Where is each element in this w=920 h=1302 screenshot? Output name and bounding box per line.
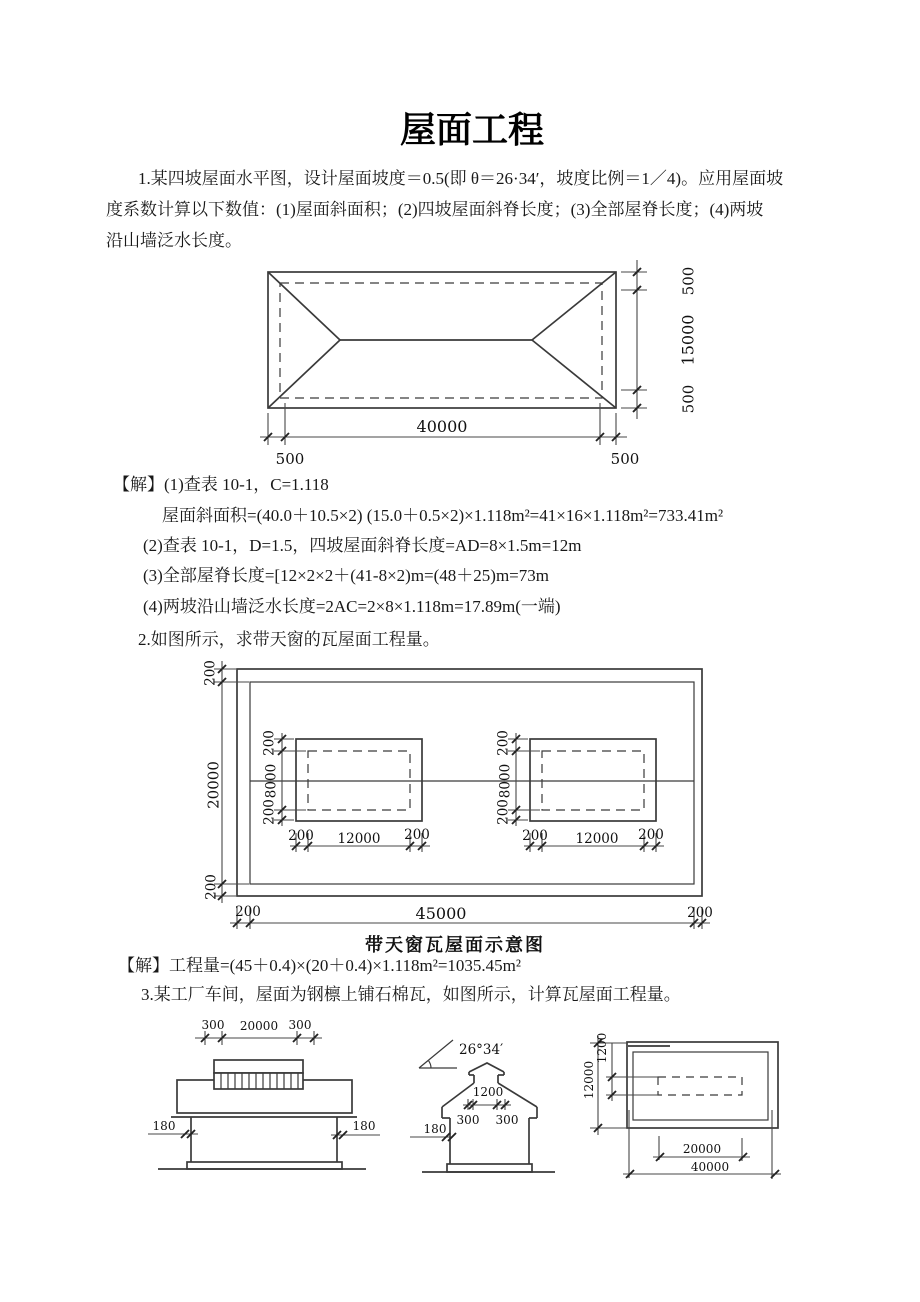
roof-outline [627,1042,778,1179]
skylight-right-dims [496,730,664,852]
dim-label-45000: 45000 [415,904,467,923]
solution1-line5: (4)两坡沿山墙泛水长度=2AC=2×8×1.118m=17.89m(一端) [143,597,561,616]
dim-label-sky2-h200-l: 200 [522,828,548,844]
section-outline [422,1063,555,1172]
dim-label-1200: 1200 [595,1032,610,1064]
dim-label-sky-h200-l: 200 [288,828,314,844]
dim-label-sky-v200-top: 200 [261,730,278,756]
dim-label-20000: 20000 [204,761,223,809]
problem1-line3: 沿山墙泛水长度。 [106,231,242,250]
dim-label-12000: 12000 [582,1060,597,1100]
solution1-line1: 【解】(1)查表 10-1，C=1.118 [113,475,329,494]
dim-label-eave-bottom: 200 [203,874,220,900]
angle-label: 26°34′ [459,1042,504,1058]
dim-label-20000: 20000 [682,1142,722,1156]
problem1-line2: 度系数计算以下数值：(1)屋面斜面积；(2)四坡屋面斜脊长度；(3)全部屋脊长度；(4)两坡 [106,200,764,219]
dim-label-15000: 15000 [678,314,698,366]
dim-label-200-br: 200 [687,905,713,921]
workshop-roof-plan-figure [575,1022,785,1184]
problem3-text: 3.某工厂车间，屋面为钢檩上铺石棉瓦，如图所示，计算瓦屋面工程量。 [141,985,681,1004]
dim-label-500-left: 500 [275,450,305,468]
bottom-dimension [260,403,639,468]
dim-label-300-right: 300 [288,1018,312,1032]
dim-label-sky2-12000: 12000 [575,831,619,847]
page-title: 屋面工程 [399,110,544,150]
dim-label-sky2-h200-r: 200 [638,827,664,843]
monitor-dimension [457,1085,519,1127]
dim-label-180-left: 180 [152,1119,176,1133]
dim-label-500-top: 500 [679,266,698,296]
left-dimension [203,660,249,903]
dim-label-sky2-8000: 8000 [497,763,514,799]
dim-label-eave-top: 200 [202,660,219,686]
dim-label-300-right: 300 [495,1113,519,1127]
dim-label-300-left: 300 [201,1018,225,1032]
workshop-front-elevation-figure [135,1012,385,1177]
dim-label-40000: 40000 [416,417,468,436]
figure-caption: 带天窗瓦屋面示意图 [365,935,545,955]
dim-label-20000: 20000 [239,1019,279,1033]
dim-label-180: 180 [423,1122,447,1136]
wall-dimension-right [331,1119,380,1139]
roof-outline [237,669,702,896]
top-dimension [195,1018,322,1045]
dim-label-sky2-v200-bot: 200 [495,799,512,825]
dim-label-500-bottom: 500 [679,384,698,414]
dim-label-sky-v200-bot: 200 [261,799,278,825]
dim-label-1200: 1200 [472,1085,504,1099]
solution2-text: 【解】工程量=(45＋0.4)×(20＋0.4)×1.118m²=1035.45m² [118,956,522,975]
dim-label-sky-8000: 8000 [263,763,280,799]
dim-label-180-right: 180 [352,1119,376,1133]
dim-label-40000: 40000 [690,1160,730,1174]
skylight-roof-plan-figure [190,655,715,940]
solution1-line3: (2)查表 10-1，D=1.5，四坡屋面斜脊长度=AD=8×1.5m=12m [143,536,582,555]
workshop-section-figure [405,1012,570,1180]
dim-label-500-right: 500 [610,450,640,468]
solution1-line4: (3)全部屋脊长度=[12×2×2＋(41-8×2)m=(48＋25)m=73m [143,566,549,585]
skylight-left [296,739,422,821]
dim-label-sky2-v200-top: 200 [495,730,512,756]
skylight-left-dims [262,730,430,852]
solution1-line2: 屋面斜面积=(40.0＋10.5×2) (15.0＋0.5×2)×1.118m²=41×16×1.118m²=733.41m² [162,506,724,525]
hip-roof-outline [268,272,616,408]
skylight-right [530,739,656,821]
dim-label-300-left: 300 [456,1113,480,1127]
dim-label-200-bl: 200 [235,904,261,920]
hip-roof-plan-figure [255,258,710,473]
bottom-dimension [230,904,713,929]
slope-angle-symbol [419,1040,503,1068]
wall-dimension [410,1122,456,1141]
problem1-line1: 1.某四坡屋面水平图，设计屋面坡度＝0.5(即 θ＝26·34′，坡度比例＝1／4)。应用屋面坡 [138,169,784,188]
building-outline [158,1060,366,1169]
right-dimension [621,260,698,419]
dim-label-sky-12000: 12000 [337,831,381,847]
problem2-text: 2.如图所示，求带天窗的瓦屋面工程量。 [138,630,440,649]
bottom-dimension [623,1136,781,1178]
dim-label-sky-h200-r: 200 [404,827,430,843]
